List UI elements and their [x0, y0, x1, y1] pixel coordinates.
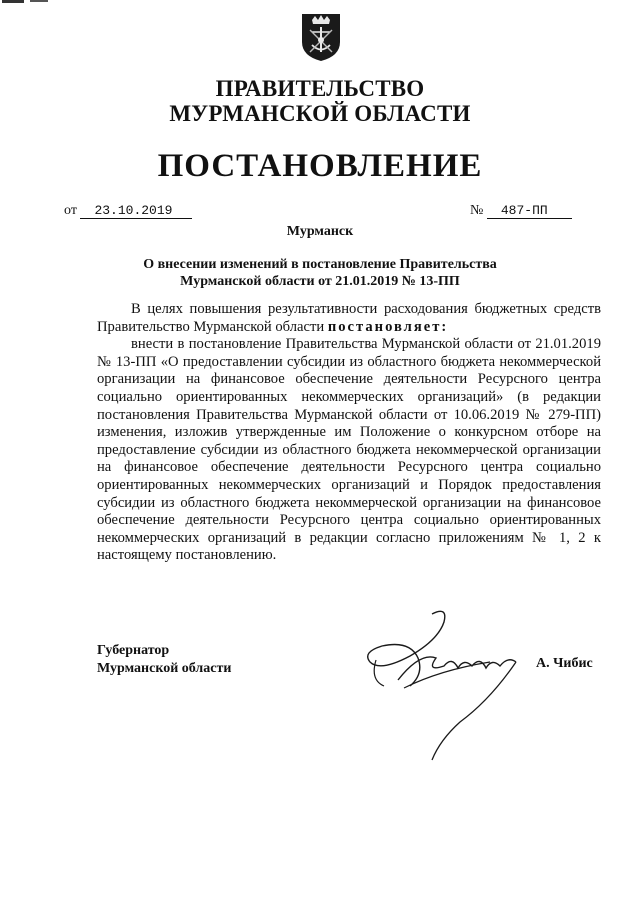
- preamble-paragraph: [97, 301, 601, 336]
- city-name: Мурманск: [286, 224, 354, 239]
- government-line-1: ПРАВИТЕЛЬСТВО: [215, 76, 425, 101]
- signer-name: А. Чибис: [536, 656, 593, 671]
- resolves-keyword: постановляет:: [327, 318, 449, 335]
- decree-body: [97, 301, 601, 565]
- signer-position-line-1: Губернатор: [97, 643, 170, 658]
- decree-date: 23.10.2019: [80, 203, 192, 219]
- subject-line-1: О внесении изменений в постановление Правительства: [143, 257, 497, 272]
- preamble-text: В целях повышения результативности расходования бюджетных средств Правительство Мурманской области: [97, 301, 601, 335]
- number-prefix: №: [470, 203, 484, 218]
- government-title: [0, 76, 640, 126]
- handwritten-signature: [340, 600, 540, 770]
- coat-of-arms-icon: [300, 12, 342, 62]
- document-type-heading: ПОСТАНОВЛЕНИЕ: [157, 148, 483, 184]
- date-line: [64, 203, 192, 219]
- signer-position: [97, 642, 231, 678]
- government-line-2: МУРМАНСКОЙ ОБЛАСТИ: [169, 101, 471, 126]
- operative-paragraph: внести в постановление Правительства Мурманской области от 21.01.2019 № 13-ПП «О предоставлении субсидии из областного бюджета некоммерческой организации на финансовое обеспечение деятельности Ресурсного центра социально ориентированных некоммерческих организаций» (в редакции постановления Правительства Мурманской области от 10.06.2019 № 279-ПП) изменения, изложив утвержденные им Положение о конкурсном отборе на предоставление субсидии из областного бюджета некоммерческой организации на финансовое обеспечение деятельности Ресурсного центра социально ориентированных некоммерческих организаций и Порядок предоставления субсидии из областного бюджета некоммерческой организации на финансовое обеспечение деятельности Ресурсного центра социально ориентированных некоммерческих организаций в редакции согласно приложениям № 1, 2 к настоящему постановлению.: [97, 336, 601, 564]
- decree-number: 487-ПП: [487, 203, 572, 219]
- signer-position-line-2: Мурманской области: [97, 661, 232, 676]
- scan-mark: [0, 0, 60, 6]
- decree-subject: [0, 256, 640, 290]
- date-prefix: от: [64, 203, 77, 218]
- number-line: [470, 203, 572, 219]
- subject-line-2: Мурманской области от 21.01.2019 № 13-ПП: [180, 274, 460, 289]
